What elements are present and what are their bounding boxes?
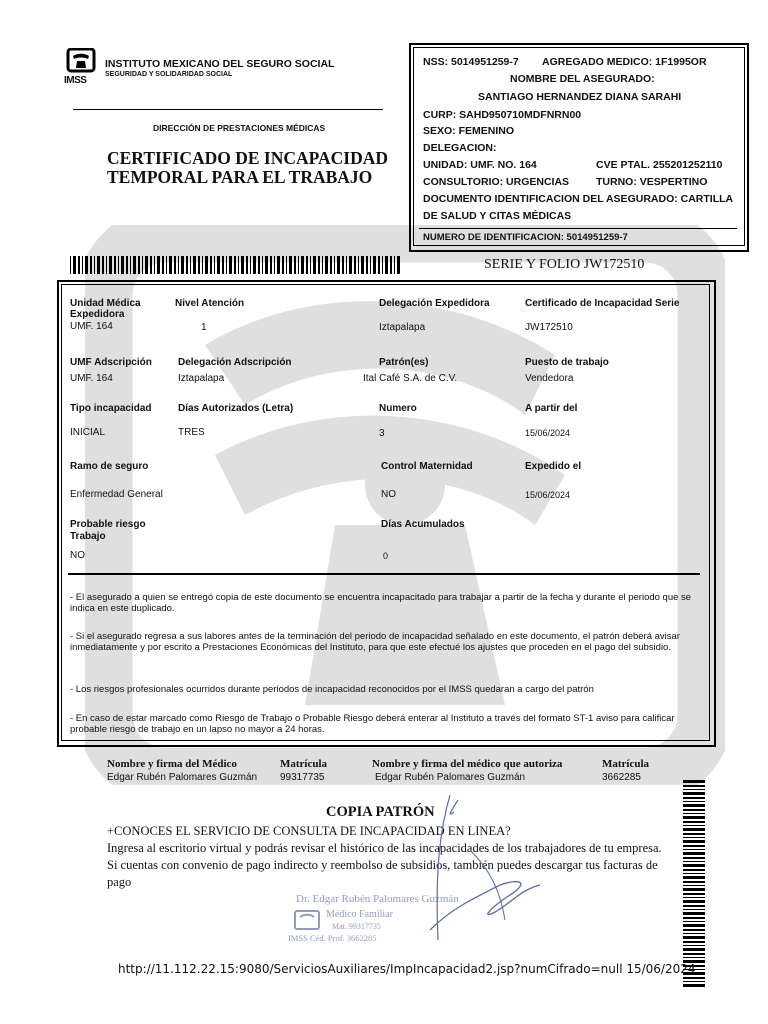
note-3: - Los riesgos profesionales ocurridos durante periodos de incapacidad reconocidos por el IMSS quedaran a cargo del patrón <box>70 684 594 695</box>
insured-name-label: NOMBRE DEL ASEGURADO: <box>510 73 655 85</box>
matricula-label: Matrícula <box>280 758 328 770</box>
org-motto: SEGURIDAD Y SOLIDARIDAD SOCIAL <box>105 71 233 78</box>
stamp-line-4: IMSS Céd. Prof. 3662285 <box>288 933 377 943</box>
unidad-medica-label-line-1: Unidad Médica <box>70 298 141 309</box>
note-2: - Si el asegurado regresa a sus labores antes de la terminación del periodo de incapacidad señalado en este documento, el patrón deberá avisar inmediatamente y por escrito a Prestaciones Económicas del Instituto, para que este efectué los ajustes que proceden en el pago del subsidio. <box>70 631 680 653</box>
a-partir-value: 15/06/2024 <box>525 428 571 438</box>
note-1: - El asegurado a quien se entregó copia de este documento se encuentra incapacitado para trabajar a partir de la fecha y durante el periodo que se indica en este duplicado. <box>70 592 692 614</box>
autoriza-name: Edgar Rubén Palomares Guzmán <box>375 772 526 783</box>
matricula2-label: Matrícula <box>602 758 650 770</box>
delegacion-adscripcion-value: Iztapalapa <box>178 373 225 384</box>
stamp-imss-logo-icon <box>294 910 320 930</box>
umf-adscripcion-label: UMF Adscripción <box>70 357 152 368</box>
barcode-vertical <box>683 780 705 987</box>
footer-url: http://11.112.22.15:9080/ServiciosAuxiliares/ImpIncapacidad2.jsp?numCifrado=null 15/06/2024 <box>118 962 696 976</box>
dias-letra-label: Días Autorizados (Letra) <box>178 403 294 414</box>
numero-value: 3 <box>379 428 385 439</box>
autoriza-label: Nombre y firma del médico que autoriza <box>372 758 563 770</box>
header-divider <box>73 109 383 110</box>
puesto-label: Puesto de trabajo <box>525 357 609 368</box>
probable-riesgo-value: NO <box>70 550 85 561</box>
imss-logo-text: IMSS <box>64 75 87 86</box>
serie-folio: SERIE Y FOLIO JW172510 <box>484 257 645 272</box>
page-title-line-2: TEMPORAL PARA EL TRABAJO <box>107 167 373 187</box>
nss-field: NSS: 5014951259-7 <box>423 56 519 68</box>
unidad-medica-value: UMF. 164 <box>70 321 113 332</box>
copia-patron-title: COPIA PATRÓN <box>326 804 435 820</box>
medico-name: Edgar Rubén Palomares Guzmán <box>107 772 258 783</box>
sexo-field: SEXO: FEMENINO <box>423 125 515 137</box>
stamp-line-1: Dr. Edgar Rubén Palomares Guzmán <box>296 893 459 905</box>
a-partir-label: A partir del <box>525 403 578 414</box>
tipo-incapacidad-label: Tipo incapacidad <box>70 403 152 414</box>
ramo-seguro-value: Enfermedad General <box>70 489 163 500</box>
delegacion-expedidora-label: Delegación Expedidora <box>379 298 490 309</box>
expedido-value: 15/06/2024 <box>525 490 571 500</box>
doc-id-line-1: DOCUMENTO IDENTIFICACION DEL ASEGURADO: CARTILLA <box>423 193 734 205</box>
insured-name: SANTIAGO HERNANDEZ DIANA SARAHI <box>478 91 682 103</box>
promo-body: Ingresa al escritorio virtual y podrás revisar el histórico de las incapacidades de los trabajadores de tu empresa. Si cuentas con convenio de pago indirecto y reembolso de subsidios, también puedes descargar tus facturas de pago <box>107 841 662 889</box>
unidad-field: UNIDAD: UMF. NO. 164 <box>423 159 537 171</box>
dias-acumulados-value: 0 <box>383 551 389 561</box>
handwritten-signature <box>380 790 560 950</box>
agregado-field: AGREGADO MEDICO: 1F1995OR <box>542 56 707 68</box>
stamp-line-3: Mat. 99317735 <box>332 922 381 931</box>
doc-id-line-2: DE SALUD Y CITAS MÉDICAS <box>423 210 572 222</box>
probable-riesgo-label-line-1: Probable riesgo <box>70 519 146 530</box>
delegacion-adscripcion-label: Delegación Adscripción <box>178 357 292 368</box>
numero-label: Numero <box>379 403 417 414</box>
nivel-label: Nivel Atención <box>175 298 245 309</box>
probable-riesgo-label <box>70 519 146 543</box>
fields-separator <box>68 573 700 575</box>
page-title <box>107 149 388 187</box>
delegacion-field: DELEGACION: <box>423 142 497 154</box>
control-maternidad-value: NO <box>381 489 396 500</box>
certificado-serie-label: Certificado de Incapacidad Serie <box>525 298 680 309</box>
cve-ptal-field: CVE PTAL. 255201252110 <box>596 159 723 171</box>
page-title-line-1: CERTIFICADO DE INCAPACIDAD <box>107 148 389 168</box>
certificate-main-inner-border <box>61 284 710 741</box>
patron-label: Patrón(es) <box>379 357 429 368</box>
control-maternidad-label: Control Maternidad <box>381 461 473 472</box>
puesto-value: Vendedora <box>525 373 574 384</box>
note-4: - En caso de estar marcado como Riesgo de Trabajo o Probable Riesgo deberá enterar al Instituto a través del formato ST-1 aviso para calificar probable riesgo de trabajo en un lapso no mayor a 24 horas. <box>70 713 675 735</box>
matricula-value: 99317735 <box>280 772 325 783</box>
direction-label: DIRECCIÓN DE PRESTACIONES MÉDICAS <box>153 123 326 133</box>
umf-adscripcion-value: UMF. 164 <box>70 373 113 384</box>
medico-label: Nombre y firma del Médico <box>107 758 237 770</box>
numero-identificacion: NUMERO DE IDENTIFICACION: 5014951259-7 <box>423 232 628 243</box>
dias-acumulados-label: Días Acumulados <box>381 519 465 530</box>
unidad-medica-label <box>70 298 141 320</box>
unidad-medica-label-line-2: Expedidora <box>70 309 125 320</box>
promo-heading: +CONOCES EL SERVICIO DE CONSULTA DE INCAPACIDAD EN LINEA? <box>107 824 511 838</box>
info-divider <box>419 228 737 229</box>
patron-value: Ital Café S.A. de C.V. <box>363 373 458 384</box>
stamp-line-2: Médico Familiar <box>326 909 393 920</box>
tipo-incapacidad-value: INICIAL <box>70 427 106 438</box>
barcode-horizontal <box>70 256 402 274</box>
certificado-serie-value: JW172510 <box>525 322 573 333</box>
probable-riesgo-label-line-2: Trabajo <box>70 531 106 542</box>
dias-letra-value: TRES <box>178 427 205 438</box>
matricula2-value: 3662285 <box>602 772 641 783</box>
consultorio-field: CONSULTORIO: URGENCIAS <box>423 176 570 188</box>
ramo-seguro-label: Ramo de seguro <box>70 461 149 472</box>
nivel-value: 1 <box>201 322 207 333</box>
turno-field: TURNO: VESPERTINO <box>596 176 708 188</box>
delegacion-expedidora-value: Iztapalapa <box>379 322 426 333</box>
imss-logo-icon <box>64 48 98 78</box>
expedido-label: Expedido el <box>525 461 582 472</box>
curp-field: CURP: SAHD950710MDFNRN00 <box>423 109 582 121</box>
org-name: INSTITUTO MEXICANO DEL SEGURO SOCIAL <box>105 58 335 70</box>
